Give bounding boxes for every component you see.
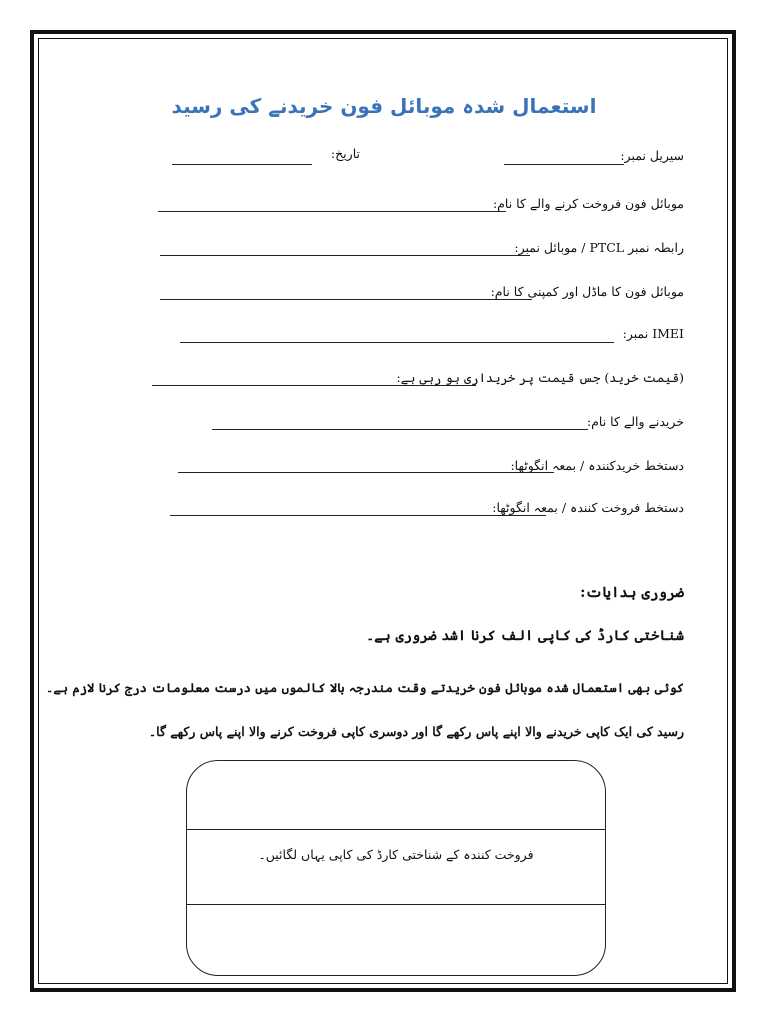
seller-name-label: موبائل فون فروخت کرنے والے کا نام:	[492, 196, 684, 211]
id-card-copy-box	[186, 760, 606, 976]
serial-number-field[interactable]	[504, 164, 624, 165]
instruction-item: کوئی بھی استعمال شدہ موبائل فون خریدتے وقت مندرجہ بالا کالموں میں درست معلومات درج کرنا لازم ہے۔	[46, 680, 684, 695]
imei-label: IMEI نمبر:	[622, 326, 684, 341]
instructions-heading: ضروری ہدایات:	[580, 584, 684, 601]
id-card-copy-band	[187, 829, 605, 905]
purchase-price-field[interactable]	[152, 385, 476, 386]
buyer-name-label: خریدنے والے کا نام:	[586, 414, 684, 429]
seller-signature-label: دستخط فروخت کنندہ / بمعہ انگوٹھا:	[492, 500, 684, 515]
seller-signature-field[interactable]	[170, 515, 546, 516]
contact-number-field[interactable]	[160, 255, 530, 256]
imei-field[interactable]	[180, 342, 614, 343]
purchase-price-label: (قیمت خرید) جس قیمت پر خریداری ہو رہی ہے:	[396, 370, 684, 385]
instruction-item: شناختی کارڈ کی کاپی الف کرنا اشد ضروری ہے۔	[366, 628, 684, 644]
id-card-copy-text: فروخت کنندہ کے شناختی کارڈ کی کاپی یہاں لگائیں۔	[258, 847, 534, 862]
buyer-signature-field[interactable]	[178, 472, 554, 473]
instruction-item: رسید کی ایک کاپی خریدنے والا اپنے پاس رکھے گا اور دوسری کاپی فروخت کرنے والا اپنے پاس رکھے گا۔	[148, 724, 684, 739]
seller-name-field[interactable]	[158, 211, 506, 212]
date-label: تاریخ:	[330, 146, 360, 161]
receipt-title: استعمال شدہ موبائل فون خریدنے کی رسید	[171, 94, 597, 118]
buyer-signature-label: دستخط خریدکنندہ / بمعہ انگوٹھا:	[510, 458, 684, 473]
date-field[interactable]	[172, 164, 312, 165]
buyer-name-field[interactable]	[212, 429, 588, 430]
model-company-label: موبائل فون کا ماڈل اور کمپنی کا نام:	[490, 284, 684, 299]
model-company-field[interactable]	[160, 299, 532, 300]
contact-number-label: رابطہ نمبر PTCL / موبائل نمبر:	[514, 240, 684, 255]
serial-number-label: سیریل نمبر:	[620, 148, 684, 163]
